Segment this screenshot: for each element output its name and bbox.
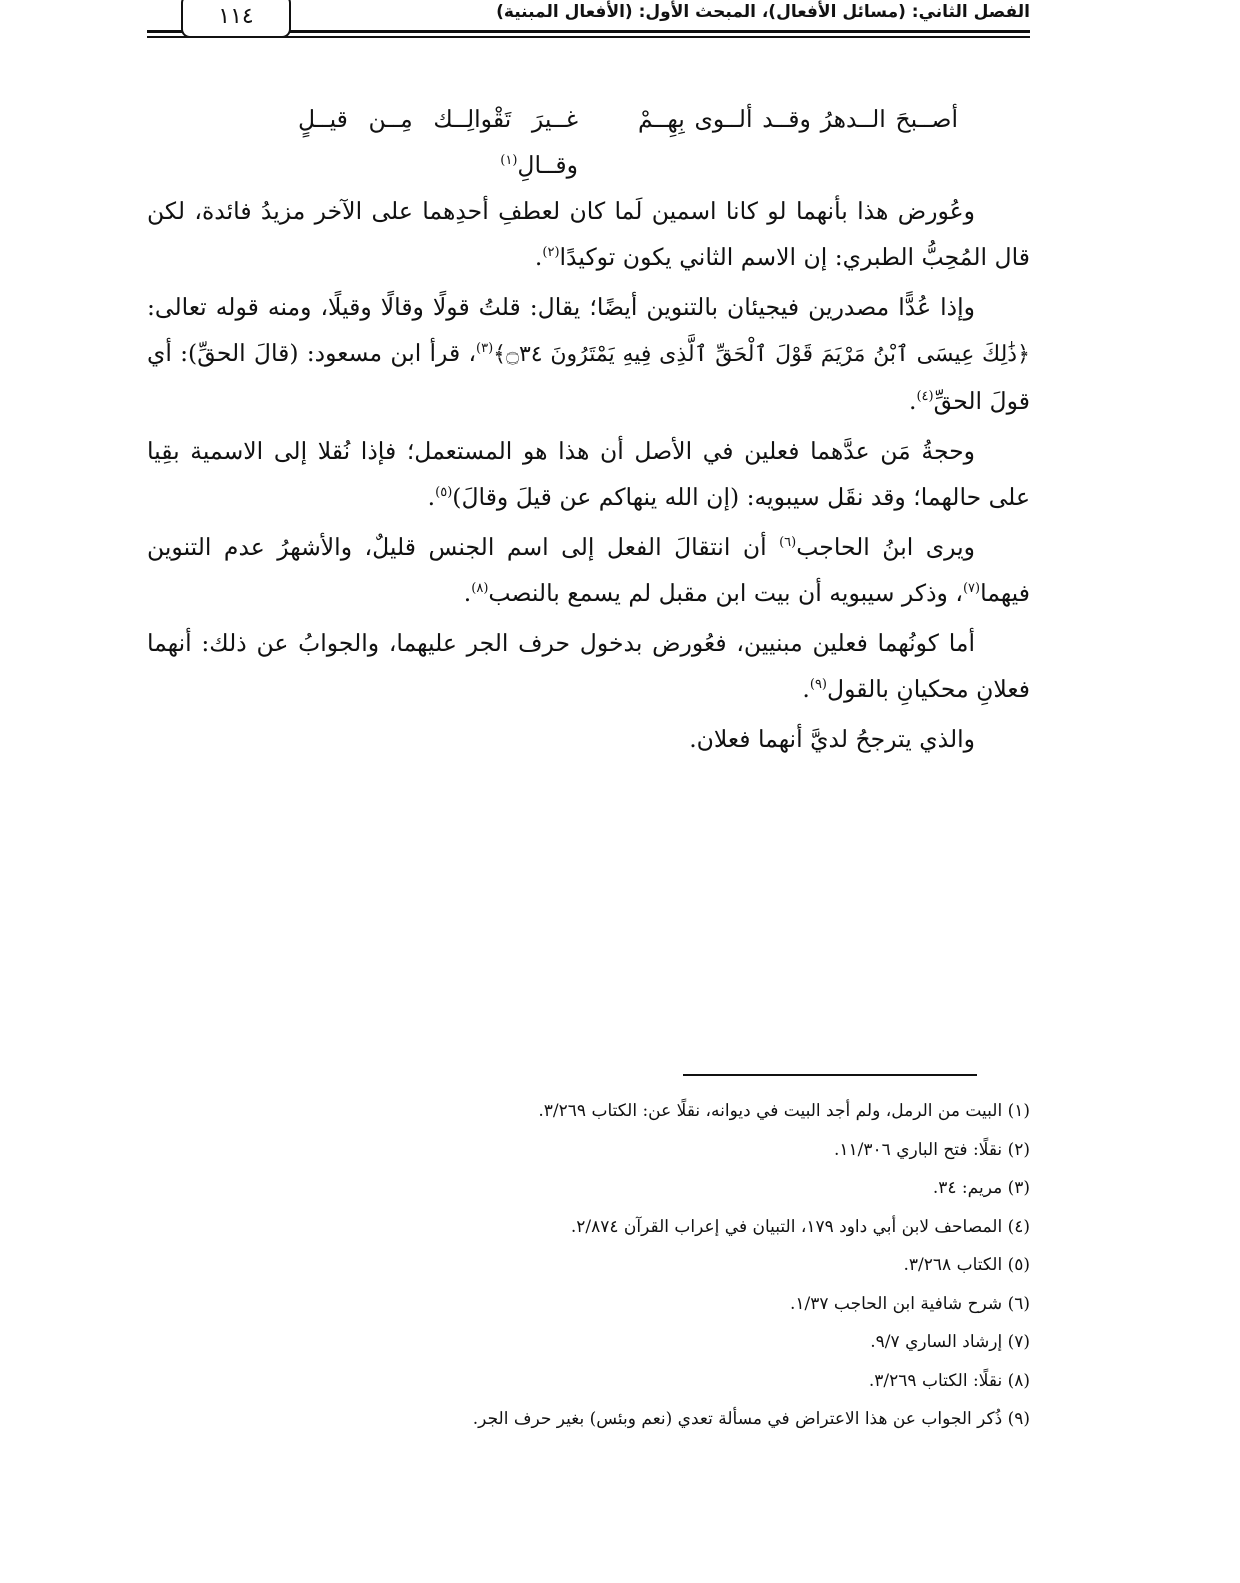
footnotes [147, 1092, 1030, 1439]
poetry-verse [147, 96, 1030, 188]
footnote-divider [683, 1074, 977, 1076]
paragraph: أما كونُهما فعلين مبنيين، فعُورض بدخول حرف الجر عليهما، والجوابُ عن ذلك: أنهما فعلانِ محكيانِ بالقول$^{(٩)}$. [147, 629, 1030, 703]
main-text [147, 96, 1030, 766]
paragraph: وعُورض هذا بأنهما لو كانا اسمين لَما كان لعطفِ أحدِهما على الآخر مزيدُ فائدة، لكن قال المُحِبُّ الطبري: إن الاسم الثاني يكون توكيدًا$^{(٢)}$. [147, 197, 1030, 271]
footnote-ref: (١) [500, 153, 518, 168]
footnote: (٤) المصاحف لابن أبي داود ١٧٩، التبيان في إعراب القرآن ٢/٨٧٤. [570, 1216, 1030, 1237]
verse-second-hemistich: غــيرَ تَقْوالِــك مِــن قيــلٍ وقــالِ$^{(١)}$ [298, 105, 578, 179]
footnote: (٩) ذُكر الجواب عن هذا الاعتراض في مسألة تعدي (نعم وبئس) بغير حرف الجر. [472, 1409, 1030, 1429]
footnote-ref: (٦) [779, 535, 797, 550]
page-header [147, 0, 1030, 44]
paragraph: والذي يترجحُ لديَّ أنهما فعلان. [689, 725, 975, 753]
footnote-ref: (٧) [962, 581, 981, 596]
paragraph: وحجةُ مَن عدَّهما فعلين في الأصل أن هذا هو المستعمل؛ فإذا نُقلا إلى الاسمية بقِيا على حالهما؛ وقد نقَل سيبويه: (إن الله ينهاكم عن قيلَ وقالَ)$^{(٥)}$. [147, 437, 1030, 511]
footnote: (٢) نقلًا: فتح الباري ١١/٣٠٦. [834, 1139, 1030, 1160]
footnote-ref: (٢) [542, 245, 560, 260]
footnote: (٧) إرشاد الساري ٩/٧. [870, 1332, 1030, 1352]
footnote: (٨) نقلًا: الكتاب ٣/٢٦٩. [868, 1370, 1030, 1391]
page-number: ١١٤ [181, 0, 291, 38]
footnote-ref: (٨) [471, 581, 489, 596]
footnote: (٦) شرح شافية ابن الحاجب ١/٣٧. [789, 1293, 1030, 1314]
footnote-ref: (٣) [476, 341, 494, 356]
footnote: (٥) الكتاب ٣/٢٦٨. [903, 1255, 1030, 1275]
verse-first-hemistich: أصــبحَ الــدهرُ وقــد ألــوى بِهِــمْ [638, 105, 958, 133]
running-title: الفصل الثاني: (مسائل الأفعال)، المبحث الأول: (الأفعال المبنية) [496, 2, 1030, 22]
paragraph: ويرى ابنُ الحاجب$^{(٦)}$ أن انتقالَ الفعل إلى اسم الجنس قليلٌ، والأشهرُ عدم التنوين فيهما$^{(٧)}$، وذكر سيبويه أن بيت ابن مقبل لم يسمع بالنصب$^{(٨)}$. [147, 533, 1030, 607]
footnote-ref: (٩) [809, 677, 827, 692]
paragraph: وإذا عُدًّا مصدرين فيجيئان بالتنوين أيضًا؛ يقال: قلتُ قولًا وقالًا وقيلًا، ومنه قوله تعالى: ﴿ذَٰلِكَ عِيسَى ٱبْنُ مَرْيَمَ قَوْلَ ٱلْحَقِّ ٱلَّذِى فِيهِ يَمْتَرُونَ ۝٣٤﴾$^{(٣)}$، قرأ ابن مسعود: (قالَ الحقِّ): أي قولَ الحقِّ$^{(٤)}$. [147, 293, 1030, 415]
footnote: (٣) مريم: ٣٤. [932, 1178, 1030, 1198]
footnote-ref: (٥) [435, 485, 453, 500]
footnote-ref: (٤) [916, 389, 934, 404]
quran-verse: ﴿ذَٰلِكَ عِيسَى ٱبْنُ مَرْيَمَ قَوْلَ ٱلْحَقِّ ٱلَّذِى فِيهِ يَمْتَرُونَ ۝٣٤﴾ [493, 342, 1030, 367]
footnote: (١) البيت من الرمل، ولم أجد البيت في ديوانه، نقلًا عن: الكتاب ٣/٢٦٩. [538, 1101, 1030, 1121]
